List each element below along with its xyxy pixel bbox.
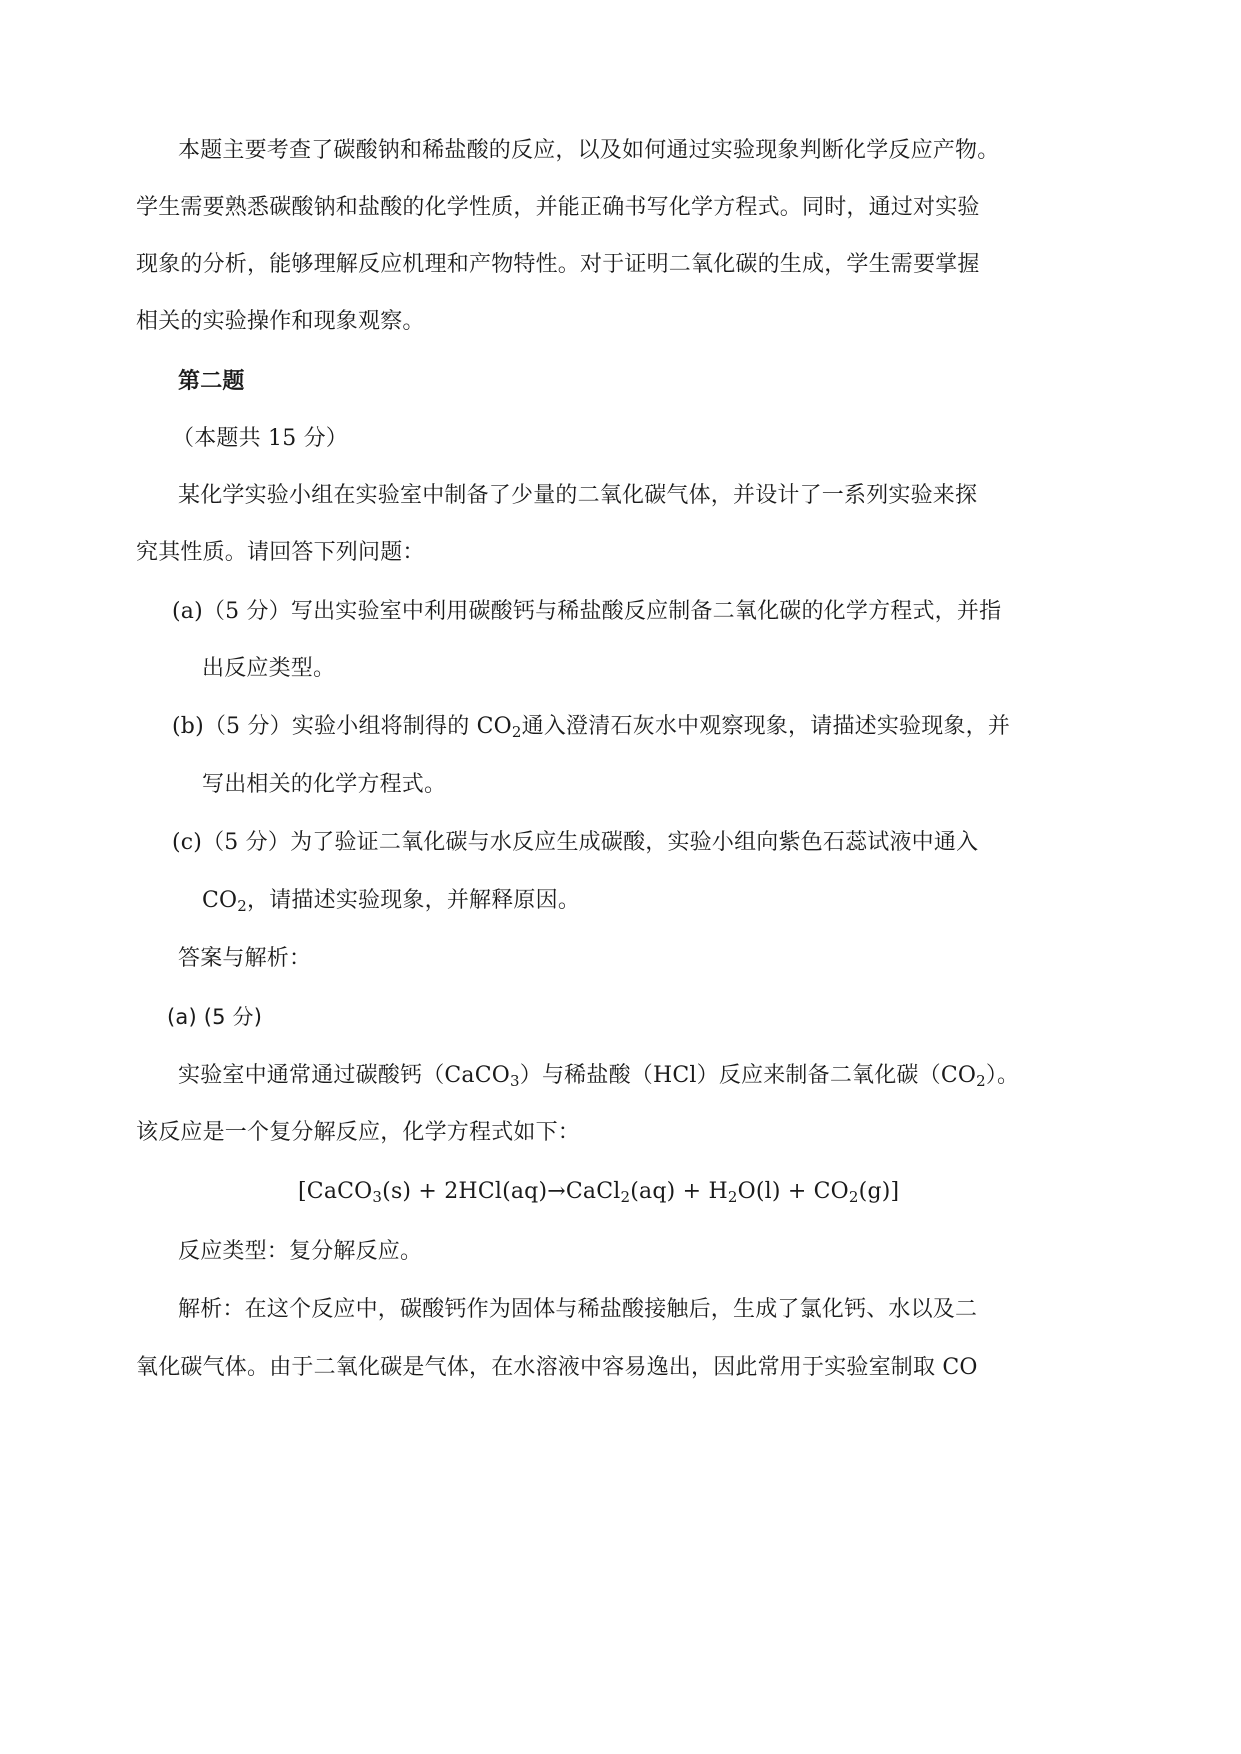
intro-line-2: 学生需要熟悉碳酸钠和盐酸的化学性质，并能正确书写化学方程式。同时，通过对实验 <box>136 195 980 220</box>
analysis-line-2: 氧化碳气体。由于二氧化碳是气体，在水溶液中容易逸出，因此常用于实验室制取 CO <box>136 1355 978 1380</box>
sub-question-b-prefix: (b)（5 分）实验小组将制得的 CO <box>172 714 512 739</box>
equation-part-4: O(l) + CO <box>737 1179 849 1204</box>
score-note: （本题共 15 分） <box>172 426 348 451</box>
sub-question-a-line-1: (a)（5 分）写出实验室中利用碳酸钙与稀盐酸反应制备二氧化碳的化学方程式，并指 <box>172 599 1002 624</box>
equation-part-5: (g)] <box>858 1179 900 1204</box>
sub-question-c-suffix: ，请描述实验现象，并解释原因。 <box>247 888 581 913</box>
intro-line-4: 相关的实验操作和现象观察。 <box>136 309 425 334</box>
sub-question-c-line-1: (c)（5 分）为了验证二氧化碳与水反应生成碳酸，实验小组向紫色石蕊试液中通入 <box>172 830 979 855</box>
co2-subscript: 2 <box>511 723 522 741</box>
sub-question-c-line-2 <box>202 886 580 916</box>
chemical-equation <box>298 1177 899 1207</box>
answer-a-line-1-part-1: 实验室中通常通过碳酸钙（CaCO <box>178 1063 511 1088</box>
equation-subscript-4: 2 <box>848 1188 859 1206</box>
intro-line-3: 现象的分析，能够理解反应机理和产物特性。对于证明二氧化碳的生成，学生需要掌握 <box>136 252 980 277</box>
equation-subscript-1: 3 <box>372 1188 383 1206</box>
equation-part-3: (aq) + H <box>630 1179 728 1204</box>
answer-a-line-1-part-2: ）与稀盐酸（HCl）反应来制备二氧化碳（CO <box>519 1063 977 1088</box>
sub-question-b-line-1 <box>172 712 1010 742</box>
question-stem-line-2: 究其性质。请回答下列问题： <box>136 540 425 565</box>
section-title: 第二题 <box>178 368 245 394</box>
sub-question-c-co: CO <box>202 888 238 913</box>
equation-subscript-3: 2 <box>727 1188 738 1206</box>
intro-line-1: 本题主要考查了碳酸钠和稀盐酸的反应，以及如何通过实验现象判断化学反应产物。 <box>178 138 1000 163</box>
equation-part-2: (s) + 2HCl(aq)→CaCl <box>382 1179 621 1204</box>
analysis-line-1: 解析：在这个反应中，碳酸钙作为固体与稀盐酸接触后，生成了氯化钙、水以及二 <box>178 1297 978 1322</box>
answer-a-line-1-part-3: ）。 <box>985 1063 1020 1088</box>
question-stem-line-1: 某化学实验小组在实验室中制备了少量的二氧化碳气体，并设计了一系列实验来探 <box>178 483 978 508</box>
answer-a-label: (a) (5 分) <box>167 1005 263 1029</box>
sub-question-a-line-2: 出反应类型。 <box>202 656 336 681</box>
co2-subscript: 2 <box>976 1072 986 1090</box>
reaction-type: 反应类型：复分解反应。 <box>178 1239 423 1264</box>
equation-part-1: [CaCO <box>298 1179 373 1204</box>
caco3-subscript: 3 <box>510 1072 520 1090</box>
co2-subscript: 2 <box>237 897 248 915</box>
answer-a-line-1 <box>178 1061 1019 1091</box>
sub-question-b-suffix: 通入澄清石灰水中观察现象，请描述实验现象，并 <box>521 714 1011 739</box>
answer-heading: 答案与解析： <box>178 946 312 971</box>
equation-subscript-2: 2 <box>620 1188 631 1206</box>
sub-question-b-line-2: 写出相关的化学方程式。 <box>202 772 447 797</box>
answer-a-line-2: 该反应是一个复分解反应，化学方程式如下： <box>136 1120 581 1145</box>
